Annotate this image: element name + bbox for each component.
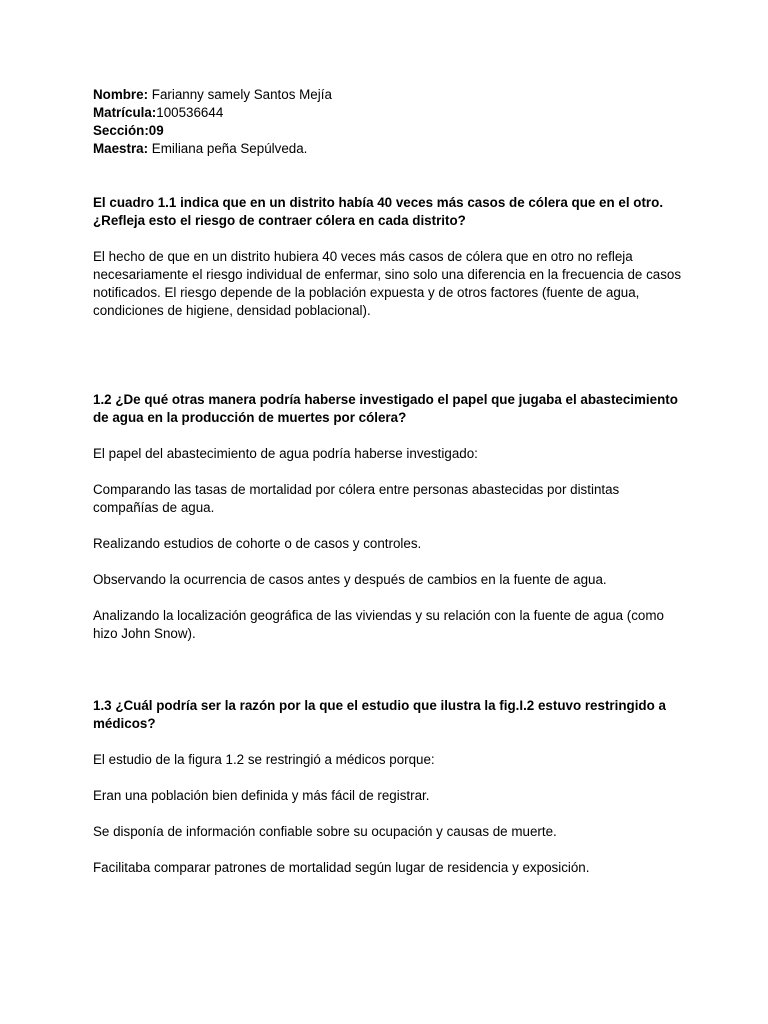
maestra-line (93, 140, 683, 158)
maestra-label: Maestra: (93, 141, 149, 156)
nombre-line (93, 86, 683, 104)
answer-2-item: Analizando la localización geográfica de las viviendas y su relación con la fuente de agua (como hizo John Snow). (93, 608, 664, 641)
matricula-line (93, 104, 683, 122)
question-1: El cuadro 1.1 indica que en un distrito había 40 veces más casos de cólera que en el otro. ¿Refleja esto el riesgo de contraer cólera en cada distrito? (93, 195, 664, 228)
answer-3-intro: El estudio de la figura 1.2 se restringió a médicos porque: (93, 752, 435, 767)
answer-2-item: Comparando las tasas de mortalidad por cólera entre personas abastecidas por distintas compañías de agua. (93, 482, 620, 515)
matricula-value: 100536644 (156, 105, 224, 120)
answer-3-item: Eran una población bien definida y más fácil de registrar. (93, 788, 430, 803)
answer-3-item: Se disponía de información confiable sobre su ocupación y causas de muerte. (93, 824, 557, 839)
question-2: 1.2 ¿De qué otras manera podría haberse investigado el papel que jugaba el abastecimiento de agua en la producción de muertes por cólera? (93, 392, 678, 425)
document-page (93, 86, 683, 877)
seccion-label: Sección:09 (93, 123, 164, 138)
matricula-label: Matrícula: (93, 105, 157, 120)
student-info (93, 86, 683, 158)
nombre-label: Nombre: (93, 87, 149, 102)
answer-2-item: Realizando estudios de cohorte o de casos y controles. (93, 536, 422, 551)
answer-2-item: Observando la ocurrencia de casos antes y después de cambios en la fuente de agua. (93, 572, 607, 587)
question-3: 1.3 ¿Cuál podría ser la razón por la que el estudio que ilustra la fig.I.2 estuvo restringido a médicos? (93, 698, 666, 731)
answer-3-item: Facilitaba comparar patrones de mortalidad según lugar de residencia y exposición. (93, 860, 590, 875)
maestra-value: Emiliana peña Sepúlveda. (148, 141, 308, 156)
seccion-line (93, 122, 683, 140)
answer-2-intro: El papel del abastecimiento de agua podría haberse investigado: (93, 446, 478, 461)
answer-1: El hecho de que en un distrito hubiera 40 veces más casos de cólera que en otro no refleja necesariamente el riesgo individual de enfermar, sino solo una diferencia en la frecuencia de casos notificados. El riesgo depende de la población expuesta y de otros factores (fuente de agua, condiciones de higiene, densidad poblacional). (93, 249, 682, 318)
nombre-value: Farianny samely Santos Mejía (148, 87, 332, 102)
